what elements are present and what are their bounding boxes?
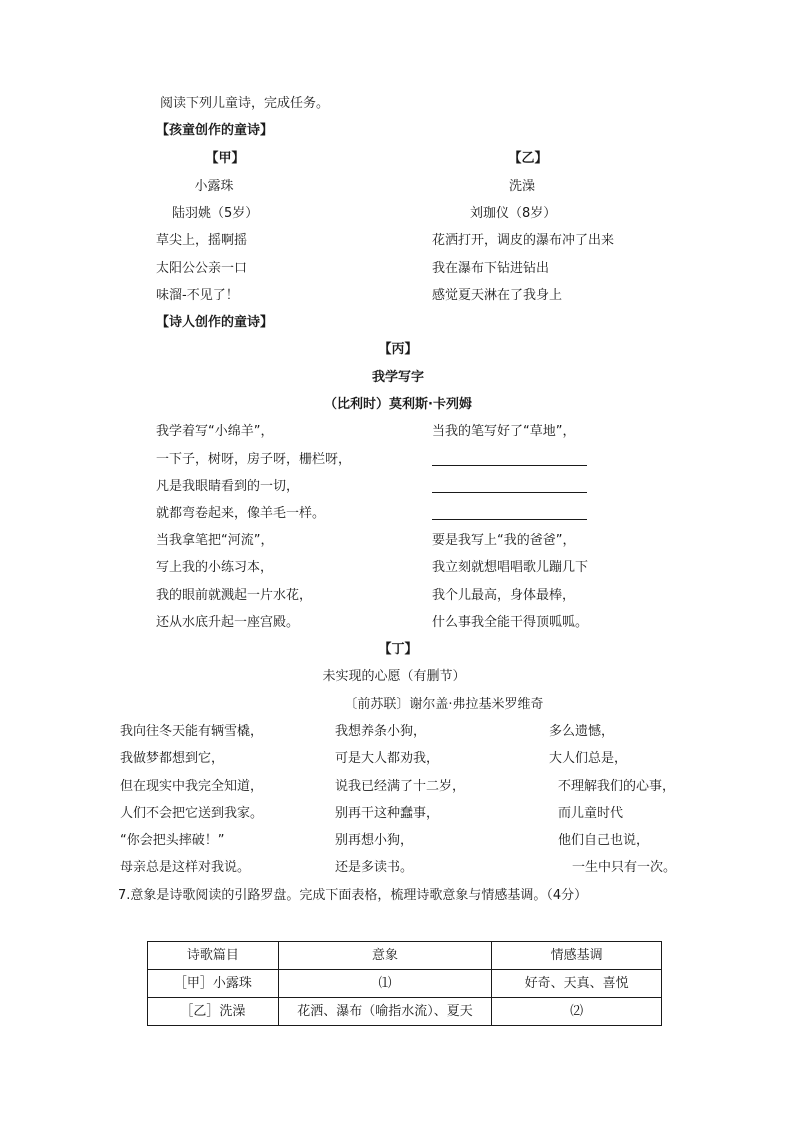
- poem-ding-line: 别再想小狗，: [335, 833, 414, 848]
- poem-ding-line: “你会把头摔破！”: [120, 833, 225, 848]
- answer-blank-cell[interactable]: ⑴: [278, 970, 492, 998]
- poem-bing-line: 一下子，树呀，房子呀，栅栏呀，: [156, 452, 352, 467]
- poem-ding-line: 我向往冬天能有辆雪橇，: [120, 724, 264, 739]
- table-header-row: [148, 942, 662, 970]
- poem-ding-author: 〔前苏联〕谢尔盖·弗拉基米罗维奇: [344, 697, 544, 712]
- table-cell: ［乙］洗澡: [148, 998, 279, 1026]
- poem-ding-line: 别再干这种蠢事，: [335, 806, 440, 821]
- poem-ding-line: 多么遗憾，: [549, 724, 615, 739]
- poem-yi-line: 花洒打开，调皮的瀑布冲了出来: [432, 233, 615, 248]
- table-cell: ［甲］小露珠: [148, 970, 279, 998]
- answer-blank-cell[interactable]: ⑵: [492, 998, 662, 1026]
- poem-ding-line: 一生中只有一次。: [572, 860, 677, 875]
- intro-text: 阅读下列儿童诗，完成任务。: [160, 96, 330, 111]
- answer-table: [147, 941, 662, 1026]
- poem-yi-author: 刘珈仪（8岁）: [470, 206, 557, 221]
- poem-ding-line: 但在现实中我完全知道，: [120, 779, 264, 794]
- poem-ding-line: 我做梦都想到它，: [120, 751, 225, 766]
- poem-jia-author: 陆羽姚（5岁）: [172, 206, 259, 221]
- poem-yi-line: 我在瀑布下钻进钻出: [432, 261, 550, 276]
- poem-yi-tag: 【乙】: [508, 151, 548, 166]
- poem-bing-line: 就都弯卷起来，像羊毛一样。: [156, 506, 326, 521]
- table-cell: 花洒、瀑布（喻指水流）、夏天: [278, 998, 492, 1026]
- poem-bing-title: 我学写字: [371, 370, 425, 385]
- poem-bing-line: 我学着写“小绵羊”，: [156, 424, 274, 439]
- poem-jia-tag: 【甲】: [205, 151, 245, 166]
- poem-jia-line: 味溜-不见了！: [156, 288, 239, 303]
- poem-yi-line: 感觉夏天淋在了我身上: [432, 288, 563, 303]
- poem-ding-line: 他们自己也说，: [558, 833, 650, 848]
- poem-ding-line: 母亲总是这样对我说。: [120, 860, 251, 875]
- poem-bing-line: 我立刻就想唱唱歌儿蹦几下: [432, 560, 589, 575]
- table-row: [148, 970, 662, 998]
- poem-ding-line: 大人们总是，: [549, 751, 628, 766]
- poem-bing-line: 当我的笔写好了“草地”，: [432, 424, 576, 439]
- poem-jia-line: 太阳公公亲一口: [156, 261, 248, 276]
- table-header-cell: 意象: [278, 942, 492, 970]
- question-text: 7.意象是诗歌阅读的引路罗盘。完成下面表格，梳理诗歌意象与情感基调。（4分）: [118, 888, 588, 903]
- poem-ding-line: 不理解我们的心事，: [558, 779, 676, 794]
- poem-ding-line: 可是大人都劝我，: [335, 751, 440, 766]
- poem-bing-line: 当我拿笔把“河流”，: [156, 533, 274, 548]
- poem-ding-tag: 【丁】: [378, 642, 418, 657]
- poem-ding-line: 人们不会把它送到我家。: [120, 806, 264, 821]
- poem-ding-title: 未实现的心愿（有删节）: [322, 669, 466, 684]
- poem-jia-title: 小露珠: [194, 179, 234, 194]
- table-row: [148, 998, 662, 1026]
- table-cell: 好奇、天真、喜悦: [492, 970, 662, 998]
- poem-jia-line: 草尖上，摇啊摇: [156, 233, 248, 248]
- poem-ding-line: 而儿童时代: [558, 806, 624, 821]
- poem-ding-line: 还是多读书。: [335, 860, 414, 875]
- fill-blank-line: [432, 465, 587, 466]
- fill-blank-line: [432, 492, 587, 493]
- poem-bing-line: 什么事我全能干得顶呱呱。: [432, 615, 589, 630]
- fill-blank-line: [432, 519, 587, 520]
- poem-yi-title: 洗澡: [508, 179, 536, 194]
- poem-bing-line: 我个儿最高，身体最棒，: [432, 588, 576, 603]
- poem-bing-author: （比利时）莫利斯·卡列姆: [324, 397, 472, 412]
- poem-bing-line: 还从水底升起一座宫殿。: [156, 615, 300, 630]
- poem-bing-line: 凡是我眼睛看到的一切，: [156, 479, 300, 494]
- section-heading-poets: 【诗人创作的童诗】: [156, 315, 274, 330]
- poem-bing-line: 写上我的小练习本，: [156, 560, 274, 575]
- section-heading-children: 【孩童创作的童诗】: [156, 123, 274, 138]
- poem-bing-tag: 【丙】: [378, 342, 418, 357]
- poem-ding-line: 我想养条小狗，: [335, 724, 427, 739]
- table-header-cell: 情感基调: [492, 942, 662, 970]
- poem-ding-line: 说我已经满了十二岁，: [335, 779, 466, 794]
- table-header-cell: 诗歌篇目: [148, 942, 279, 970]
- poem-bing-line: 我的眼前就溅起一片水花，: [156, 588, 313, 603]
- poem-bing-line: 要是我写上“我的爸爸”，: [432, 533, 576, 548]
